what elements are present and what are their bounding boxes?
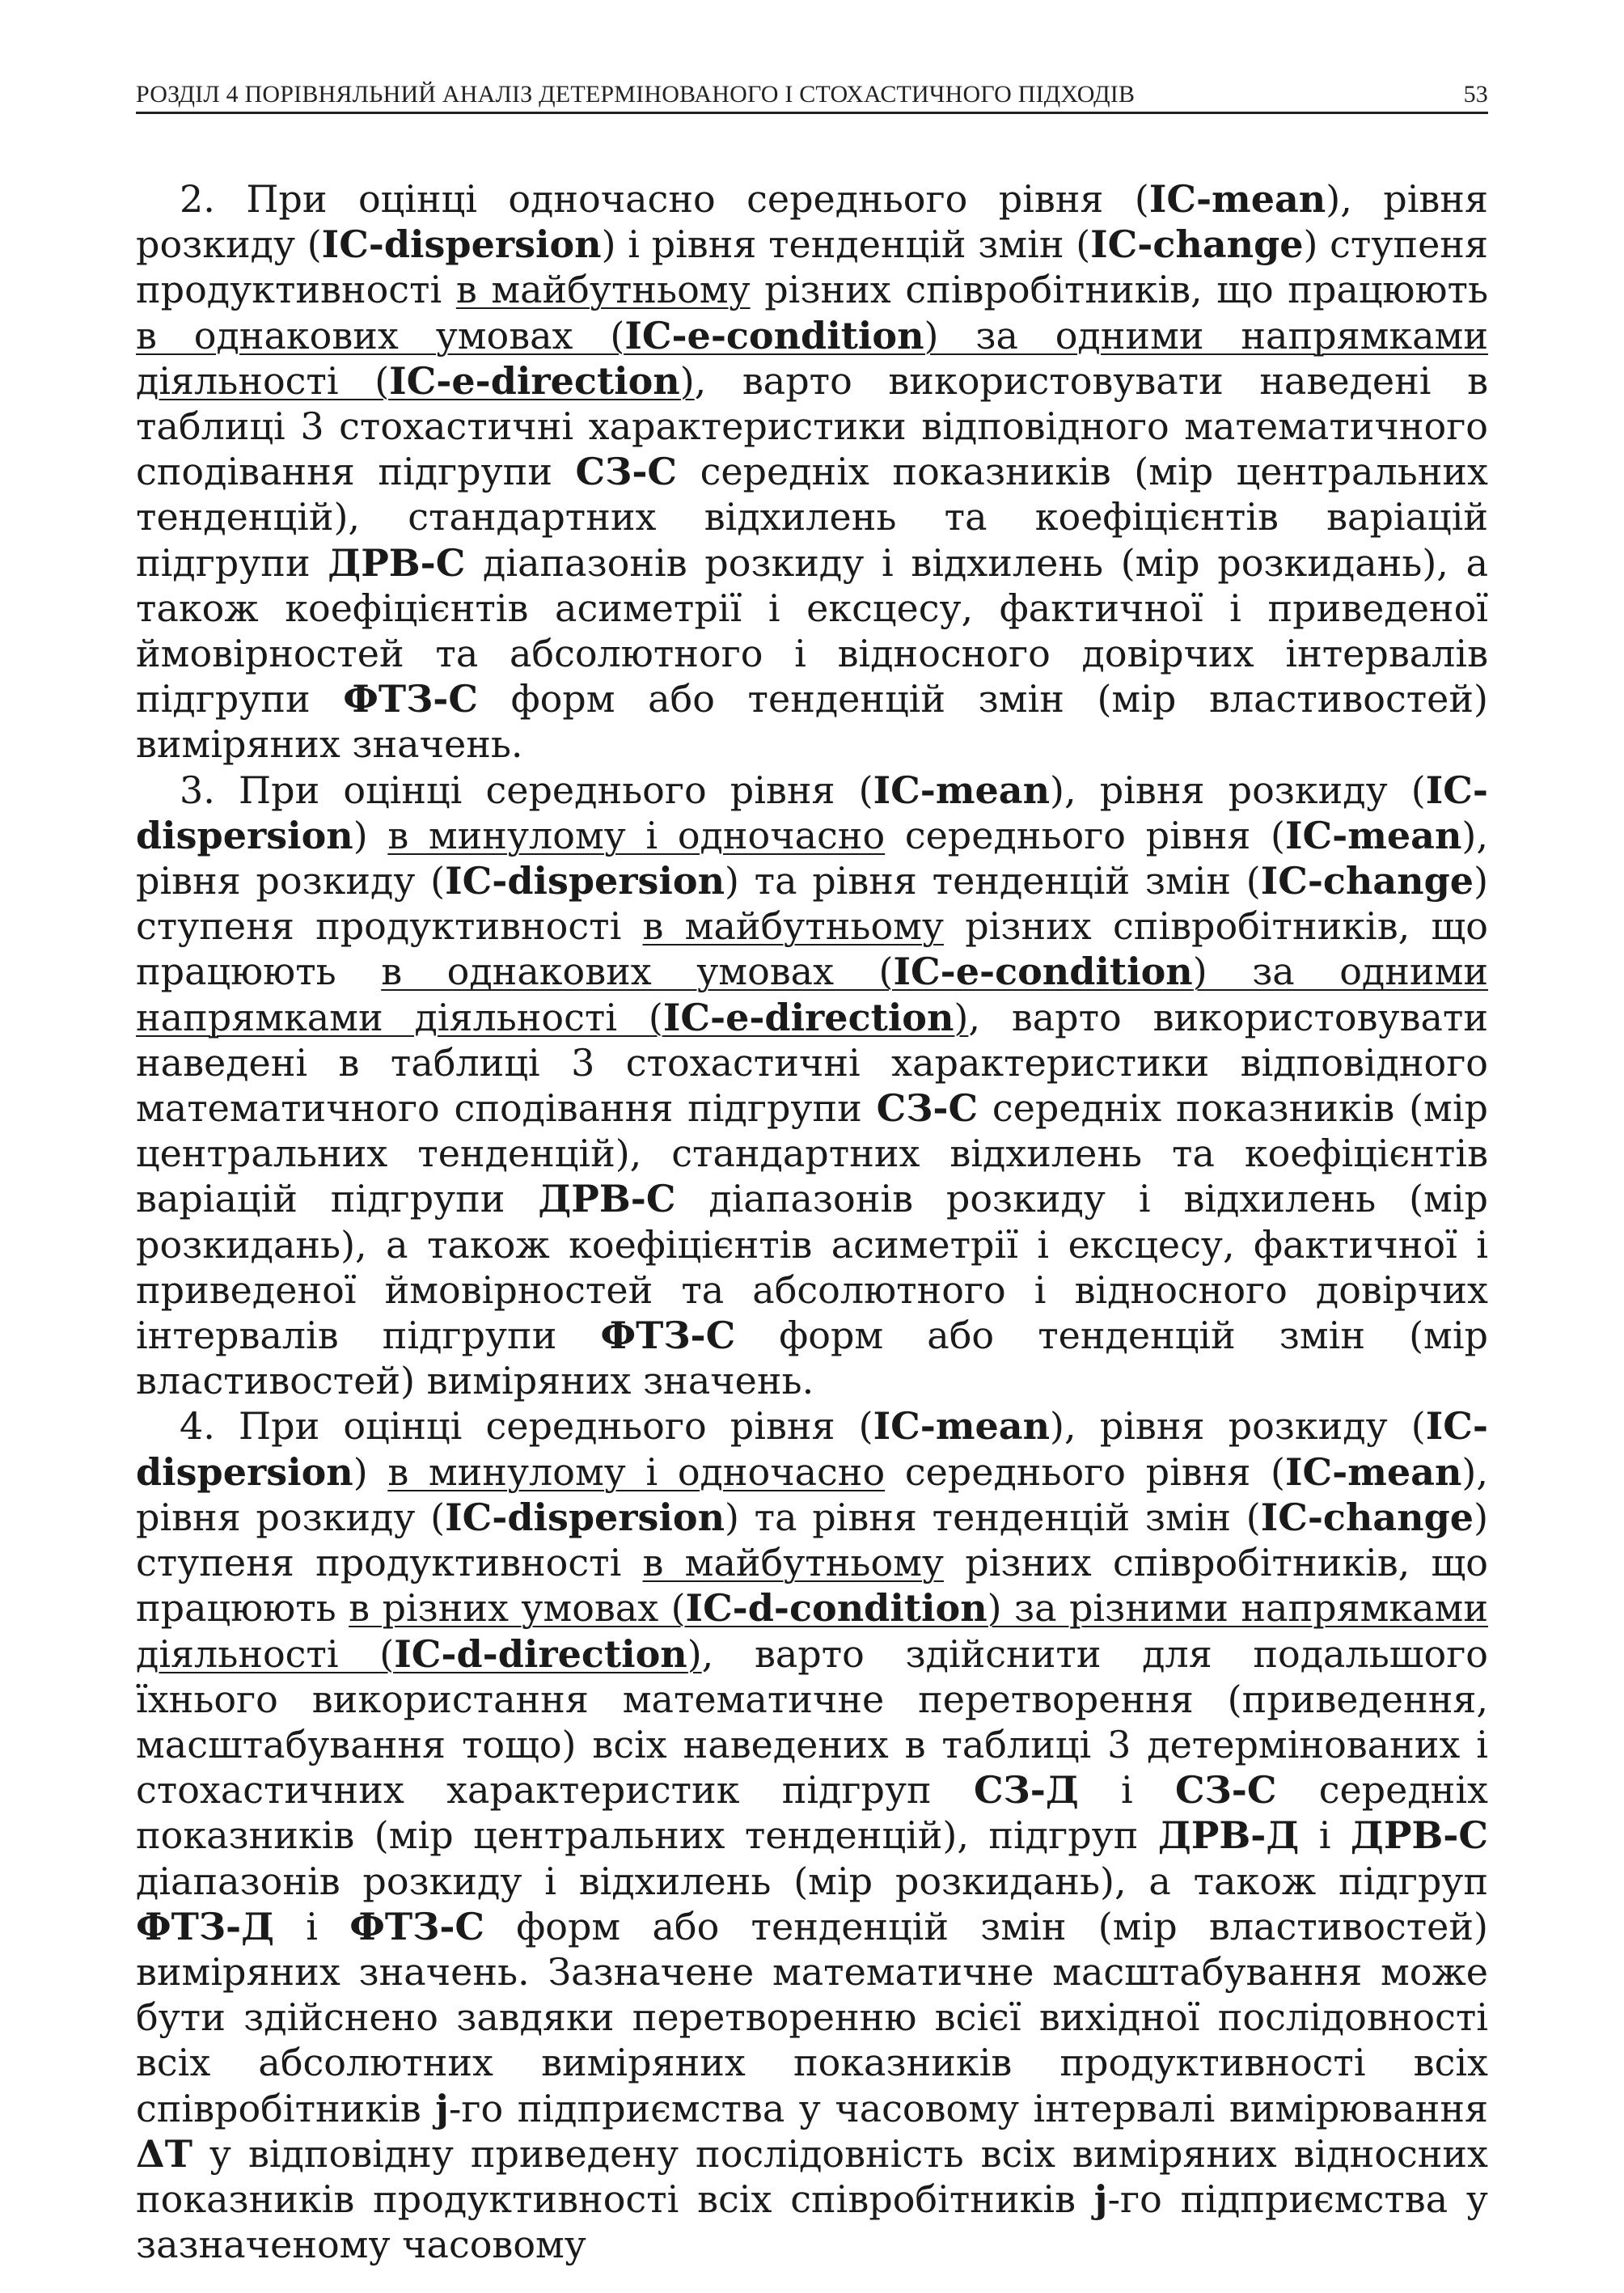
bold-term (873, 1404, 1050, 1448)
text-run: СЗ-Д (973, 1768, 1079, 1813)
text-run: IC-e-direction (662, 995, 954, 1039)
underlined-phrase (643, 904, 944, 948)
text-run: IC-dispersion (321, 222, 602, 267)
bold-term (445, 859, 725, 903)
underlined-phrase (954, 996, 968, 1039)
underlined-phrase (136, 314, 624, 357)
text-run: IC-change (1260, 1495, 1474, 1539)
text-run: середніх показників (мір центральних тенденцій), стандартних відхилень та коефіцієнтів варіацій підгрупи (136, 1086, 1488, 1221)
text-run: різних співробітників, що працюють (750, 268, 1489, 312)
underlined-phrase (687, 1632, 702, 1676)
text-run: у відповідну приведену послідовність всіх виміряних відносних показників продуктивності всіх співробітників (136, 2131, 1488, 2221)
bold-term (1285, 1450, 1461, 1494)
underlined-phrase (394, 1632, 687, 1676)
bold-term (1351, 1813, 1488, 1857)
text-run: ФТЗ-С (349, 1904, 485, 1948)
bold-term (389, 359, 680, 403)
bold-term (873, 768, 1050, 812)
text-run: IC-change (1260, 859, 1474, 903)
text-run: ) (353, 813, 388, 857)
text-run: ) за різними напрямками діяльності ( (136, 1586, 1488, 1676)
text-run: форм або тенденцій змін (мір властивостей) виміряних значень. (136, 1314, 1488, 1403)
text-run: ) ступеня продуктивності (136, 859, 1489, 949)
text-run: , варто використовувати наведені в таблиці 3 стохастичні характеристики відповідного математичного сподівання підгрупи (136, 358, 1488, 494)
text-run: -го підприємства у зазначеному часовому (136, 2177, 1488, 2267)
text-run: і (274, 1904, 350, 1948)
text-run: IC-d-condition (685, 1586, 988, 1631)
text-run: СЗ-С (876, 1086, 979, 1131)
text-run: ) (353, 1449, 388, 1494)
header-rule (136, 112, 1488, 114)
text-run: різних співробітників, що працюють (136, 904, 1488, 994)
text-run: ) за одними напрямками діяльності ( (136, 313, 1488, 403)
text-run: середнього рівня ( (885, 813, 1285, 857)
text-run: IC-mean (1285, 1449, 1462, 1494)
text-run: ФТЗ-Д (136, 1904, 275, 1948)
text-run: в минулому і одночасно (387, 813, 886, 857)
bold-term (136, 2132, 192, 2176)
text-run: СЗ-С (1174, 1768, 1277, 1813)
text-run: середніх показників (мір центральних тенденцій), стандартних відхилень та коефіцієнтів варіацій підгрупи (136, 450, 1488, 585)
bold-term (686, 1586, 988, 1630)
text-run: IC-dispersion (136, 1404, 1488, 1494)
text-run: j (1093, 2177, 1108, 2221)
paragraph-2 (136, 176, 1488, 768)
bold-term (136, 1905, 274, 1948)
bold-term (663, 996, 954, 1039)
text-run: , варто здійснити для подальшого їхнього використання математичне перетворення (приведення, масштабування тощо) всіх наведених в таблиці 3 детермінованих і стохастичних характеристик підгруп (136, 1631, 1488, 1813)
text-run: ) (954, 995, 969, 1039)
text-run: IC-dispersion (445, 1495, 725, 1539)
text-run: середніх показників (мір центральних тенденцій), підгруп (136, 1768, 1488, 1858)
text-run: IC-mean (1148, 177, 1326, 221)
text-run: в майбутньому (455, 268, 751, 312)
text-run: в різних умовах ( (349, 1586, 686, 1631)
text-run: IC-e-direction (389, 358, 680, 403)
page-number: 53 (1463, 81, 1488, 108)
text-run: в однакових умовах ( (381, 950, 894, 994)
bold-term (435, 2087, 449, 2130)
text-run: в минулому і одночасно (387, 1449, 886, 1494)
text-run: в майбутньому (642, 904, 944, 949)
chapter-title: РОЗДІЛ 4 ПОРІВНЯЛЬНИЙ АНАЛІЗ ДЕТЕРМІНОВАНОГО І СТОХАСТИЧНОГО ПІДХОДІВ (136, 81, 1136, 108)
text-run: IC-change (1090, 222, 1304, 267)
text-run: діапазонів розкиду і відхилень (мір розкидань), а також підгруп (136, 1859, 1488, 1903)
text-run: різних співробітників, що працюють (136, 1541, 1488, 1631)
text-run: СЗ-С (575, 450, 678, 494)
bold-term (1175, 1768, 1277, 1812)
bold-term (1158, 1813, 1299, 1857)
text-run: в майбутньому (642, 1541, 944, 1585)
underlined-phrase (624, 314, 924, 357)
text-run: ), рівня розкиду ( (136, 813, 1488, 903)
bold-term (538, 1177, 675, 1221)
text-run: j (435, 2086, 449, 2130)
underlined-phrase (456, 268, 751, 311)
text-run: і (1299, 1813, 1351, 1858)
text-run: ) ступеня продуктивності (136, 1495, 1489, 1585)
bold-term (322, 222, 602, 266)
running-header (136, 73, 1488, 108)
text-run: ) за одними напрямками діяльності ( (136, 950, 1489, 1039)
bold-term (624, 314, 924, 357)
underlined-phrase (387, 1450, 885, 1494)
text-run: ) (687, 1631, 702, 1676)
text-run: IC-mean (873, 1404, 1051, 1449)
text-run: 3. При оцінці середнього рівня ( (180, 768, 873, 812)
text-run: ДРВ-С (328, 540, 466, 585)
bold-term (1261, 859, 1474, 903)
paragraph-3 (136, 768, 1488, 1404)
bold-term (974, 1768, 1079, 1812)
text-run: ) та рівня тенденцій змін ( (725, 1495, 1261, 1539)
paragraph-4 (136, 1403, 1488, 2267)
text-run: -го підприємства у часовому інтервалі вимірювання (448, 2086, 1489, 2130)
text-run: ), рівня розкиду ( (136, 1449, 1488, 1539)
text-run: IC-e-condition (893, 950, 1193, 994)
body-text (136, 176, 1488, 2267)
bold-term (394, 1632, 687, 1676)
text-run: діапазонів розкиду і відхилень (мір розкидань), а також коефіцієнтів асиметрії і ексцесу, фактичної і приведеної ймовірностей та абсолютного і відносного довірчих інтервалів підгрупи (136, 540, 1489, 721)
text-run: ΔT (136, 2131, 192, 2176)
text-run: форм або тенденцій змін (мір властивостей) виміряних значень. Зазначене математичне масштабування може бути здійснено завдяки перетворенню всієї вихідної послідовності всіх абсолютних виміряних показників продуктивності всіх співробітників (136, 1904, 1488, 2130)
text-run: 4. При оцінці середнього рівня ( (180, 1404, 873, 1449)
text-run: і (1078, 1768, 1175, 1813)
text-run: ) ступеня продуктивності (136, 222, 1488, 312)
underlined-phrase (387, 814, 885, 857)
text-run: , варто використовувати наведені в таблиці 3 стохастичні характеристики відповідного математичного сподівання підгрупи (136, 995, 1489, 1131)
text-run: IC-dispersion (136, 768, 1488, 857)
bold-term (894, 950, 1193, 993)
underlined-phrase (349, 1586, 685, 1630)
text-run: IC-dispersion (445, 859, 725, 903)
text-run: ФТЗ-С (600, 1314, 736, 1358)
text-run: ), рівня розкиду ( (136, 177, 1488, 267)
text-run: форм або тенденцій змін (мір властивостей) виміряних значень. (136, 677, 1488, 767)
text-run: середнього рівня ( (885, 1449, 1285, 1494)
text-run: ) та рівня тенденцій змін ( (725, 859, 1261, 903)
text-run: IC-e-condition (624, 313, 924, 357)
text-run: діапазонів розкиду і відхилень (мір розкидань), а також коефіцієнтів асиметрії і ексцесу, фактичної і приведеної ймовірностей та абсолютного і відносного довірчих інтервалів підгрупи (136, 1177, 1489, 1358)
bold-term (328, 541, 465, 585)
bold-term (600, 1314, 735, 1357)
text-run: ДРВ-С (1350, 1813, 1488, 1858)
bold-term (1094, 2177, 1108, 2221)
text-run: в однакових умовах ( (136, 313, 625, 357)
text-run: IC-mean (873, 768, 1051, 812)
bold-term (1285, 814, 1461, 857)
text-run: 2. При оцінці одночасно середнього рівня ( (180, 177, 1149, 221)
text-run: ), рівня розкиду ( (1050, 1404, 1426, 1449)
underlined-phrase (686, 1586, 988, 1630)
text-run: IC-mean (1285, 813, 1462, 857)
text-run: ), рівня розкиду ( (1050, 768, 1426, 812)
underlined-phrase (894, 950, 1193, 993)
underlined-phrase (680, 359, 695, 403)
underlined-phrase (389, 359, 680, 403)
text-run: IC-d-direction (394, 1631, 687, 1676)
bold-term (576, 450, 678, 493)
underlined-phrase (643, 1541, 944, 1584)
bold-term (1261, 1496, 1474, 1539)
underlined-phrase (663, 996, 954, 1039)
bold-term (445, 1496, 725, 1539)
text-run: ФТЗ-С (343, 677, 478, 721)
bold-term (877, 1086, 979, 1130)
bold-term (1090, 222, 1303, 266)
text-run: ДРВ-Д (1157, 1813, 1300, 1858)
text-run: ДРВ-С (538, 1177, 676, 1221)
bold-term (1149, 177, 1326, 221)
text-run: ) і рівня тенденцій змін ( (601, 222, 1091, 267)
text-run: ) (679, 358, 695, 403)
bold-term (343, 677, 478, 721)
bold-term (349, 1905, 484, 1948)
underlined-phrase (381, 950, 893, 993)
